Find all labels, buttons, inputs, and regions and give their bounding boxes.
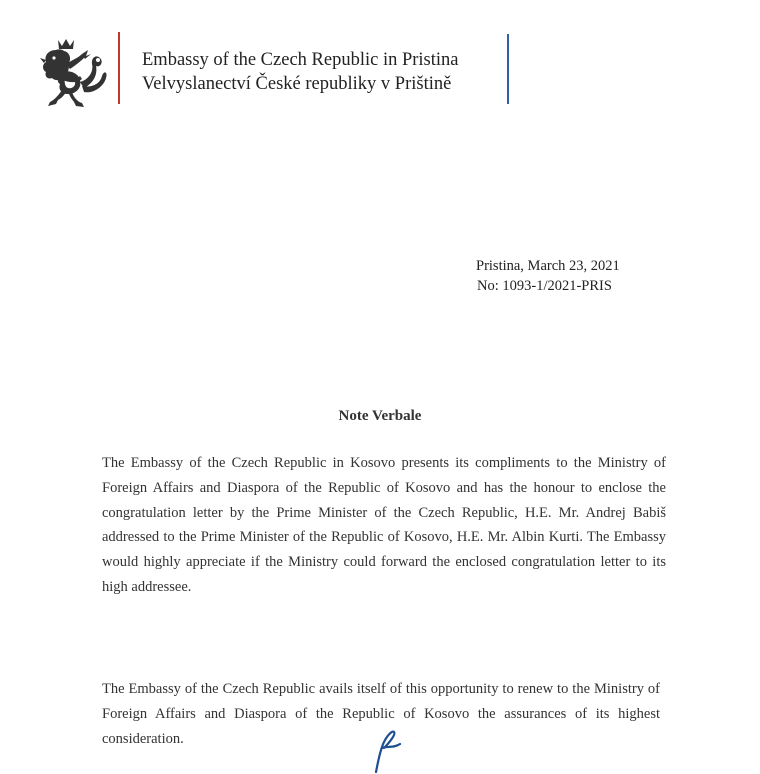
document-title: Note Verbale [338,408,422,424]
body-paragraph-2: The Embassy of the Czech Republic avails itself of this opportunity to renew to the Ministry of Foreign Affairs and Diaspora of the Republic of Kosovo the assurances of its highest consideration. [102,681,660,747]
handwritten-initial-icon [370,722,406,774]
reference-block [476,256,620,296]
body-paragraph-1: The Embassy of the Czech Republic in Kosovo presents its compliments to the Ministry of Foreign Affairs and Diaspora of the Republic of Kosovo and has the honour to enclose the congratulation letter by the Prime Minister of the Czech Republic, H.E. Mr. Andrej Babiš addressed to the Prime Minister of the Republic of Kosovo, H.E. Mr. Albin Kurti. The Embassy would highly appreciate if the Ministry could forward the enclosed congratulation letter to its high addressee. [102,455,666,595]
embassy-letterhead [142,48,459,96]
embassy-name-czech: Velvyslanectví České republiky v Prištině [142,74,452,94]
header-divider-blue [507,34,509,104]
czech-lion-emblem-icon [38,36,108,108]
embassy-name-english: Embassy of the Czech Republic in Pristina [142,50,459,70]
reference-number: No: 1093-1/2021-PRIS [477,278,612,294]
header-divider-red [118,32,120,104]
date-line: Pristina, March 23, 2021 [476,258,620,274]
